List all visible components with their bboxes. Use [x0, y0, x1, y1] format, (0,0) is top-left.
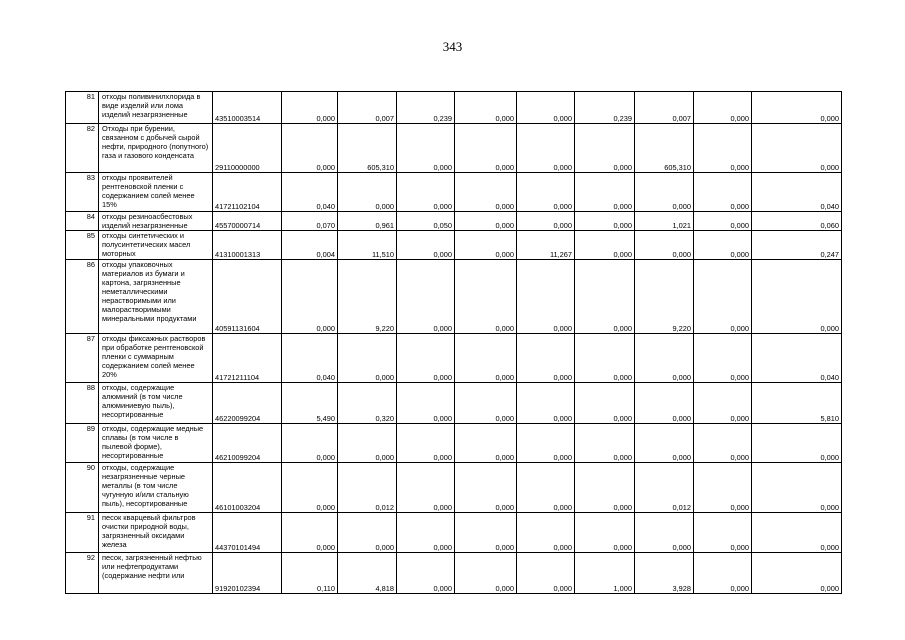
- value-cell: 0,247: [752, 231, 842, 260]
- value-cell: 0,040: [752, 334, 842, 383]
- value-cell: 0,961: [338, 212, 397, 231]
- value-cell: 0,000: [694, 383, 752, 424]
- value-cell: 11,267: [517, 231, 575, 260]
- waste-name: отходы поливинилхлорида в виде изделий или лома изделий незагрязненные: [99, 92, 213, 124]
- value-cell: 0,000: [752, 124, 842, 173]
- value-cell: 0,000: [397, 124, 455, 173]
- table-row: [66, 334, 842, 383]
- fkko-code: 46210099204: [213, 424, 282, 463]
- table-row: [66, 92, 842, 124]
- value-cell: 0,000: [397, 334, 455, 383]
- value-cell: 0,000: [517, 513, 575, 553]
- value-cell: 0,007: [338, 92, 397, 124]
- value-cell: 0,000: [397, 231, 455, 260]
- value-cell: 0,000: [282, 463, 338, 513]
- waste-name: песок, загрязненный нефтью или нефтепродуктами (содержание нефти или: [99, 553, 213, 594]
- value-cell: 0,000: [752, 513, 842, 553]
- table-body: [66, 92, 842, 594]
- value-cell: 0,000: [455, 231, 517, 260]
- row-number: 86: [66, 260, 99, 334]
- value-cell: 0,000: [455, 173, 517, 212]
- value-cell: 0,000: [694, 124, 752, 173]
- waste-name: отходы проявителей рентгеновской пленки с содержанием солей менее 15%: [99, 173, 213, 212]
- value-cell: 0,000: [517, 553, 575, 594]
- value-cell: 11,510: [338, 231, 397, 260]
- value-cell: 0,000: [694, 260, 752, 334]
- table-row: [66, 513, 842, 553]
- value-cell: 0,000: [282, 424, 338, 463]
- value-cell: 0,000: [397, 260, 455, 334]
- value-cell: 0,040: [752, 173, 842, 212]
- value-cell: 0,000: [635, 383, 694, 424]
- waste-name: отходы, содержащие медные сплавы (в том числе в пылевой форме), несортированные: [99, 424, 213, 463]
- table-row: [66, 424, 842, 463]
- value-cell: 0,012: [338, 463, 397, 513]
- value-cell: 0,004: [282, 231, 338, 260]
- value-cell: 0,000: [282, 513, 338, 553]
- value-cell: 0,000: [455, 92, 517, 124]
- value-cell: 0,000: [752, 424, 842, 463]
- value-cell: 9,220: [338, 260, 397, 334]
- value-cell: 0,000: [635, 334, 694, 383]
- value-cell: 0,000: [575, 173, 635, 212]
- fkko-code: 43510003514: [213, 92, 282, 124]
- value-cell: 0,000: [752, 92, 842, 124]
- value-cell: 0,040: [282, 173, 338, 212]
- waste-name: отходы резиноасбестовых изделий незагрязненные: [99, 212, 213, 231]
- value-cell: 0,000: [517, 334, 575, 383]
- value-cell: 0,000: [694, 173, 752, 212]
- value-cell: 0,000: [752, 553, 842, 594]
- waste-name: отходы синтетических и полусинтетических масел моторных: [99, 231, 213, 260]
- fkko-code: 46101003204: [213, 463, 282, 513]
- value-cell: 0,000: [575, 383, 635, 424]
- fkko-code: 91920102394: [213, 553, 282, 594]
- value-cell: 0,000: [635, 424, 694, 463]
- value-cell: 0,000: [517, 173, 575, 212]
- value-cell: 605,310: [338, 124, 397, 173]
- value-cell: 5,810: [752, 383, 842, 424]
- value-cell: 0,000: [282, 124, 338, 173]
- value-cell: 0,000: [575, 231, 635, 260]
- row-number: 84: [66, 212, 99, 231]
- value-cell: 0,000: [752, 463, 842, 513]
- value-cell: 0,239: [397, 92, 455, 124]
- value-cell: 0,000: [575, 260, 635, 334]
- fkko-code: 45570000714: [213, 212, 282, 231]
- value-cell: 0,000: [517, 124, 575, 173]
- value-cell: 0,000: [517, 383, 575, 424]
- row-number: 82: [66, 124, 99, 173]
- value-cell: 0,000: [455, 260, 517, 334]
- value-cell: 0,000: [694, 92, 752, 124]
- value-cell: 0,000: [694, 424, 752, 463]
- value-cell: 0,000: [752, 260, 842, 334]
- value-cell: 0,000: [455, 212, 517, 231]
- fkko-code: 44370101494: [213, 513, 282, 553]
- value-cell: 0,000: [575, 513, 635, 553]
- value-cell: 1,000: [575, 553, 635, 594]
- value-cell: 0,000: [282, 92, 338, 124]
- fkko-code: 41721102104: [213, 173, 282, 212]
- row-number: 89: [66, 424, 99, 463]
- value-cell: 0,000: [397, 383, 455, 424]
- table-row: [66, 260, 842, 334]
- value-cell: 0,012: [635, 463, 694, 513]
- fkko-code: 29110000000: [213, 124, 282, 173]
- waste-name: отходы фиксажных растворов при обработке рентгеновской пленки с суммарным содержанием солей менее 20%: [99, 334, 213, 383]
- value-cell: 0,000: [575, 463, 635, 513]
- value-cell: 0,000: [397, 173, 455, 212]
- row-number: 90: [66, 463, 99, 513]
- value-cell: 0,070: [282, 212, 338, 231]
- value-cell: 0,000: [455, 513, 517, 553]
- value-cell: 0,000: [455, 124, 517, 173]
- table-row: [66, 463, 842, 513]
- value-cell: 0,000: [635, 173, 694, 212]
- value-cell: 0,000: [338, 173, 397, 212]
- value-cell: 0,000: [517, 212, 575, 231]
- value-cell: 0,040: [282, 334, 338, 383]
- value-cell: 0,000: [338, 424, 397, 463]
- table-row: [66, 124, 842, 173]
- waste-name: отходы, содержащие незагрязненные черные металлы (в том числе чугунную и/или стальную пыль), несортированные: [99, 463, 213, 513]
- value-cell: 0,000: [694, 212, 752, 231]
- row-number: 87: [66, 334, 99, 383]
- value-cell: 0,000: [694, 231, 752, 260]
- waste-name: Отходы при бурении, связанном с добычей сырой нефти, природного (попутного) газа и газового конденсата: [99, 124, 213, 173]
- value-cell: 0,000: [397, 463, 455, 513]
- row-number: 88: [66, 383, 99, 424]
- value-cell: 0,000: [517, 424, 575, 463]
- fkko-code: 41310001313: [213, 231, 282, 260]
- value-cell: 0,000: [517, 260, 575, 334]
- fkko-code: 46220099204: [213, 383, 282, 424]
- value-cell: 0,050: [397, 212, 455, 231]
- value-cell: 0,000: [694, 513, 752, 553]
- value-cell: 0,000: [575, 124, 635, 173]
- value-cell: 9,220: [635, 260, 694, 334]
- table-row: [66, 212, 842, 231]
- waste-name: отходы упаковочных материалов из бумаги и картона, загрязненные неметаллическими нерастворимыми или малорастворимыми минеральными продуктами: [99, 260, 213, 334]
- value-cell: 605,310: [635, 124, 694, 173]
- value-cell: 0,000: [455, 424, 517, 463]
- row-number: 92: [66, 553, 99, 594]
- value-cell: 3,928: [635, 553, 694, 594]
- value-cell: 0,000: [694, 553, 752, 594]
- page-number: 343: [442, 39, 463, 54]
- table-row: [66, 173, 842, 212]
- value-cell: 0,000: [397, 513, 455, 553]
- value-cell: 0,110: [282, 553, 338, 594]
- waste-table: [65, 91, 842, 594]
- value-cell: 0,000: [455, 383, 517, 424]
- waste-name: песок кварцевый фильтров очистки природной воды, загрязненный оксидами железа: [99, 513, 213, 553]
- value-cell: 0,000: [575, 334, 635, 383]
- value-cell: 0,000: [455, 463, 517, 513]
- value-cell: 0,239: [575, 92, 635, 124]
- row-number: 91: [66, 513, 99, 553]
- fkko-code: 41721211104: [213, 334, 282, 383]
- value-cell: 0,000: [635, 231, 694, 260]
- value-cell: 1,021: [635, 212, 694, 231]
- value-cell: 4,818: [338, 553, 397, 594]
- value-cell: 0,000: [517, 463, 575, 513]
- value-cell: 0,000: [397, 424, 455, 463]
- table-row: [66, 383, 842, 424]
- table-row: [66, 553, 842, 594]
- value-cell: 5,490: [282, 383, 338, 424]
- value-cell: 0,000: [455, 334, 517, 383]
- value-cell: 0,000: [694, 334, 752, 383]
- value-cell: 0,000: [694, 463, 752, 513]
- value-cell: 0,000: [575, 424, 635, 463]
- value-cell: 0,000: [397, 553, 455, 594]
- value-cell: 0,320: [338, 383, 397, 424]
- value-cell: 0,000: [575, 212, 635, 231]
- value-cell: 0,000: [338, 334, 397, 383]
- waste-name: отходы, содержащие алюминий (в том числе алюминиевую пыль), несортированные: [99, 383, 213, 424]
- value-cell: 0,000: [338, 513, 397, 553]
- value-cell: 0,000: [455, 553, 517, 594]
- row-number: 85: [66, 231, 99, 260]
- value-cell: 0,000: [282, 260, 338, 334]
- value-cell: 0,060: [752, 212, 842, 231]
- row-number: 81: [66, 92, 99, 124]
- value-cell: 0,000: [635, 513, 694, 553]
- row-number: 83: [66, 173, 99, 212]
- value-cell: 0,000: [517, 92, 575, 124]
- fkko-code: 40591131604: [213, 260, 282, 334]
- table-row: [66, 231, 842, 260]
- value-cell: 0,007: [635, 92, 694, 124]
